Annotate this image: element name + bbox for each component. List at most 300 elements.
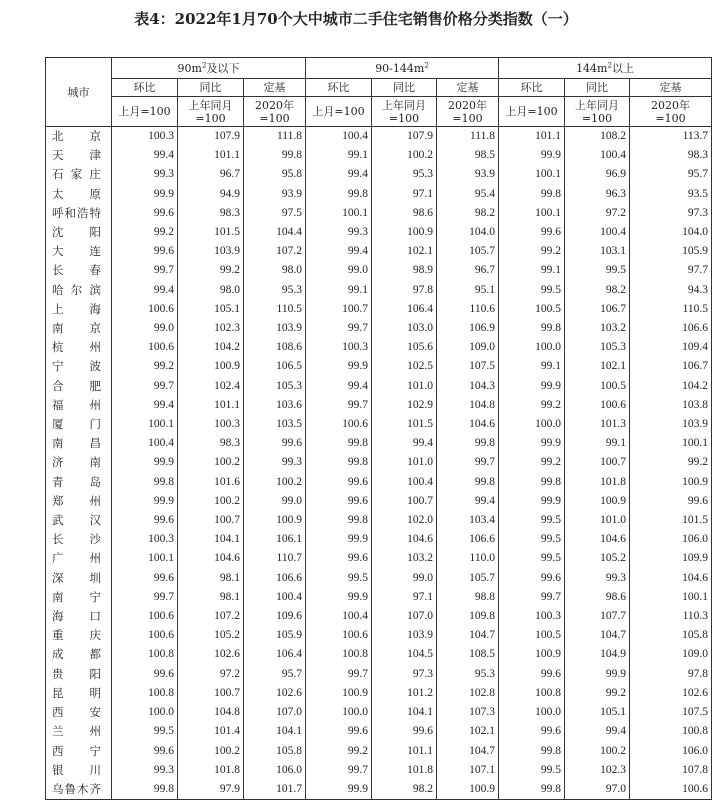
index-value: 97.0 [565,780,630,800]
index-value: 96.9 [565,165,630,184]
index-value: 93.9 [437,165,499,184]
index-value: 100.6 [112,626,178,645]
index-value: 102.8 [437,684,499,703]
index-value: 99.0 [306,261,372,280]
index-value: 102.3 [178,319,244,338]
index-value: 106.0 [630,742,712,761]
table-row [46,530,712,549]
table-row [46,511,712,530]
index-value: 103.9 [244,319,306,338]
index-value: 107.1 [437,761,499,780]
index-value: 110.5 [630,300,712,319]
index-value: 100.5 [499,300,565,319]
index-value: 99.4 [306,377,372,396]
index-value: 108.5 [437,645,499,664]
index-value: 99.5 [499,761,565,780]
index-value: 99.4 [306,165,372,184]
index-value: 99.3 [244,453,306,472]
base-header [437,97,499,127]
index-value: 99.4 [565,722,630,741]
index-value: 99.8 [499,780,565,800]
city-name: 太原 [46,185,112,204]
index-value: 100.3 [178,415,244,434]
table-row [46,492,712,511]
index-value: 95.3 [372,165,437,184]
index-value: 99.6 [244,434,306,453]
index-value: 111.8 [437,127,499,147]
index-value: 102.4 [178,377,244,396]
city-name: 南昌 [46,434,112,453]
index-value: 105.1 [565,703,630,722]
index-value: 100.0 [112,703,178,722]
index-value: 102.1 [372,242,437,261]
index-value: 101.0 [372,377,437,396]
sub-header: 同比 [178,79,244,97]
index-value: 99.9 [112,185,178,204]
index-value: 99.9 [499,146,565,165]
index-value: 95.7 [630,165,712,184]
table-header [46,58,712,127]
sub-header-row [46,79,712,97]
index-value: 99.6 [306,722,372,741]
base-header [565,97,630,127]
index-value: 100.0 [499,703,565,722]
index-value: 105.7 [437,242,499,261]
index-value: 99.6 [306,492,372,511]
table-row [46,684,712,703]
index-value: 101.4 [178,722,244,741]
index-value: 98.3 [178,204,244,223]
index-value: 99.6 [499,665,565,684]
sub-header: 环比 [499,79,565,97]
city-name: 呼和浩特 [46,204,112,223]
city-name: 广州 [46,549,112,568]
index-value: 99.1 [499,357,565,376]
index-value: 95.4 [437,185,499,204]
index-value: 99.7 [306,665,372,684]
index-value: 101.6 [178,473,244,492]
index-value: 103.9 [178,242,244,261]
index-value: 100.0 [499,338,565,357]
index-value: 100.9 [565,492,630,511]
index-value: 99.6 [112,204,178,223]
index-value: 104.0 [437,223,499,242]
index-value: 104.9 [565,645,630,664]
index-value: 100.8 [499,684,565,703]
index-value: 106.6 [244,569,306,588]
city-name: 贵阳 [46,665,112,684]
index-value: 106.6 [437,530,499,549]
index-value: 107.5 [630,703,712,722]
city-name: 济南 [46,453,112,472]
index-value: 100.6 [112,338,178,357]
index-value: 101.8 [178,761,244,780]
index-value: 99.8 [306,434,372,453]
base-header-line1: 上年同月 [382,98,426,112]
index-value: 104.1 [178,530,244,549]
index-value: 100.4 [565,146,630,165]
index-value: 93.5 [630,185,712,204]
index-value: 104.7 [437,742,499,761]
index-value: 99.1 [565,434,630,453]
index-value: 101.7 [244,780,306,800]
base-header-line2: =100 [655,111,686,125]
index-value: 104.7 [437,626,499,645]
index-value: 99.0 [372,569,437,588]
index-value: 99.5 [499,281,565,300]
index-value: 107.7 [565,607,630,626]
city-name: 福州 [46,396,112,415]
base-header [630,97,712,127]
index-value: 99.2 [630,453,712,472]
city-name: 宁波 [46,357,112,376]
table-row [46,703,712,722]
base-header [112,97,178,127]
sub-header: 定基 [437,79,499,97]
index-value: 99.7 [306,319,372,338]
index-value: 101.2 [372,684,437,703]
index-value: 99.9 [499,434,565,453]
city-name: 武汉 [46,511,112,530]
index-value: 99.8 [306,453,372,472]
index-value: 109.8 [437,607,499,626]
index-value: 101.8 [565,473,630,492]
table-row [46,415,712,434]
index-value: 101.1 [499,127,565,147]
index-value: 99.6 [112,742,178,761]
index-value: 109.0 [630,645,712,664]
index-value: 99.7 [306,396,372,415]
index-value: 103.9 [372,626,437,645]
index-value: 100.8 [306,645,372,664]
index-value: 99.5 [306,569,372,588]
index-value: 99.6 [630,492,712,511]
city-name: 上海 [46,300,112,319]
index-value: 100.9 [178,357,244,376]
index-value: 100.9 [244,511,306,530]
index-value: 99.6 [499,722,565,741]
index-value: 99.8 [244,146,306,165]
index-value: 110.7 [244,549,306,568]
index-value: 98.3 [178,434,244,453]
index-value: 107.0 [372,607,437,626]
index-value: 99.3 [565,569,630,588]
index-value: 109.6 [244,607,306,626]
index-value: 99.4 [112,396,178,415]
table-row [46,588,712,607]
index-value: 97.2 [178,665,244,684]
index-value: 100.1 [112,415,178,434]
index-value: 99.4 [372,434,437,453]
city-name: 西安 [46,703,112,722]
city-column-header: 城市 [46,58,112,127]
index-value: 102.1 [437,722,499,741]
city-name: 石家庄 [46,165,112,184]
index-value: 105.3 [244,377,306,396]
index-value: 100.1 [112,549,178,568]
index-value: 103.9 [630,415,712,434]
index-value: 100.9 [499,645,565,664]
city-name: 银川 [46,761,112,780]
index-value: 103.8 [630,396,712,415]
index-value: 107.2 [244,242,306,261]
table-row [46,204,712,223]
index-value: 98.3 [630,146,712,165]
city-name: 哈尔滨 [46,281,112,300]
city-name: 青岛 [46,473,112,492]
index-value: 104.3 [437,377,499,396]
table-row [46,549,712,568]
index-value: 103.6 [244,396,306,415]
table-row [46,165,712,184]
sub-header: 同比 [372,79,437,97]
index-value: 99.2 [178,261,244,280]
index-value: 99.3 [112,761,178,780]
index-value: 101.0 [565,511,630,530]
base-header-line1: 2020年 [255,98,294,112]
index-value: 104.1 [244,722,306,741]
index-value: 100.6 [306,415,372,434]
index-value: 99.9 [499,377,565,396]
index-value: 100.3 [112,530,178,549]
table-row [46,722,712,741]
table-row [46,261,712,280]
index-value: 103.1 [565,242,630,261]
index-value: 96.7 [437,261,499,280]
table-row [46,645,712,664]
table-row [46,223,712,242]
city-name: 成都 [46,645,112,664]
index-value: 104.5 [372,645,437,664]
index-value: 99.6 [499,223,565,242]
index-value: 99.8 [306,511,372,530]
table-row [46,357,712,376]
index-value: 98.5 [437,146,499,165]
index-value: 104.8 [437,396,499,415]
index-value: 102.6 [630,684,712,703]
index-value: 106.0 [630,530,712,549]
index-value: 102.9 [372,396,437,415]
index-value: 98.0 [178,281,244,300]
index-value: 100.2 [178,453,244,472]
index-value: 107.9 [372,127,437,147]
index-value: 113.7 [630,127,712,147]
index-value: 106.7 [565,300,630,319]
city-name: 兰州 [46,722,112,741]
index-value: 99.1 [499,261,565,280]
index-value: 100.7 [565,453,630,472]
index-value: 99.8 [499,319,565,338]
index-value: 99.4 [112,146,178,165]
index-value: 99.7 [112,588,178,607]
index-value: 101.5 [372,415,437,434]
group-header-medium: $90-144m^2$ [306,58,499,79]
index-value: 107.9 [178,127,244,147]
index-value: 100.2 [178,742,244,761]
base-header [178,97,244,127]
city-name: 南京 [46,319,112,338]
index-value: 103.0 [372,319,437,338]
index-value: 99.2 [112,357,178,376]
base-header-line1: 上月=100 [505,105,558,118]
index-value: 103.5 [244,415,306,434]
index-value: 101.3 [565,415,630,434]
index-value: 97.9 [178,780,244,800]
index-value: 97.7 [630,261,712,280]
index-value: 98.6 [565,588,630,607]
sub-header: 同比 [565,79,630,97]
index-value: 95.7 [244,665,306,684]
index-value: 106.4 [372,300,437,319]
table-row [46,281,712,300]
index-value: 108.2 [565,127,630,147]
index-value: 104.6 [372,530,437,549]
index-value: 100.5 [565,377,630,396]
index-value: 99.8 [437,473,499,492]
city-name: 乌鲁木齐 [46,780,112,800]
index-value: 104.8 [178,703,244,722]
table-row [46,146,712,165]
table-row [46,761,712,780]
index-value: 98.9 [372,261,437,280]
index-value: 105.9 [244,626,306,645]
index-value: 97.1 [372,185,437,204]
base-header [372,97,437,127]
index-value: 99.6 [499,569,565,588]
index-value: 98.2 [565,281,630,300]
index-value: 104.6 [565,530,630,549]
index-value: 100.9 [306,684,372,703]
table-row [46,434,712,453]
table-row [46,665,712,684]
index-value: 99.6 [306,473,372,492]
index-value: 107.3 [437,703,499,722]
index-value: 105.2 [565,549,630,568]
index-value: 99.9 [306,780,372,800]
table-row [46,127,712,147]
index-value: 100.4 [112,434,178,453]
index-value: 107.8 [630,761,712,780]
base-header-line1: 2020年 [448,98,487,112]
index-value: 100.1 [630,588,712,607]
table-row [46,377,712,396]
index-value: 109.4 [630,338,712,357]
index-value: 103.4 [437,511,499,530]
base-header-line1: 2020年 [651,98,691,112]
index-value: 104.6 [178,549,244,568]
base-header-line2: =100 [452,111,483,125]
index-value: 99.9 [306,530,372,549]
table-row [46,742,712,761]
base-header-line1: 上月=100 [312,105,365,118]
index-value: 101.5 [178,223,244,242]
index-value: 99.7 [112,261,178,280]
index-value: 94.3 [630,281,712,300]
index-value: 99.7 [437,453,499,472]
index-value: 95.3 [244,281,306,300]
index-value: 96.7 [178,165,244,184]
index-value: 110.3 [630,607,712,626]
index-value: 98.2 [437,204,499,223]
index-value: 99.2 [499,453,565,472]
index-value: 100.5 [499,626,565,645]
index-value: 100.1 [306,204,372,223]
index-value: 108.6 [244,338,306,357]
index-value: 100.2 [244,473,306,492]
table-row [46,242,712,261]
index-value: 99.9 [112,453,178,472]
index-value: 107.5 [437,357,499,376]
index-value: 100.6 [630,780,712,800]
table-row [46,319,712,338]
index-value: 100.3 [306,338,372,357]
base-header [306,97,372,127]
index-value: 105.2 [178,626,244,645]
city-name: 长春 [46,261,112,280]
index-value: 100.1 [630,434,712,453]
city-name: 合肥 [46,377,112,396]
index-value: 99.6 [306,549,372,568]
base-header-line1: 上年同月 [188,98,233,112]
index-value: 102.5 [372,357,437,376]
base-header-line2: =100 [259,111,290,125]
base-header-line1: 上年同月 [575,98,619,112]
index-value: 103.2 [565,319,630,338]
base-header-line1: 上月=100 [118,105,171,118]
index-value: 104.6 [630,569,712,588]
index-value: 109.9 [630,549,712,568]
index-value: 100.4 [372,473,437,492]
index-value: 101.1 [178,396,244,415]
index-value: 100.2 [178,492,244,511]
index-value: 99.3 [112,165,178,184]
index-value: 95.3 [437,665,499,684]
index-value: 105.1 [178,300,244,319]
index-value: 96.3 [565,185,630,204]
city-name: 杭州 [46,338,112,357]
index-value: 105.3 [565,338,630,357]
index-value: 97.1 [372,588,437,607]
index-value: 102.6 [244,684,306,703]
index-value: 97.3 [372,665,437,684]
index-value: 99.4 [306,242,372,261]
index-value: 106.9 [437,319,499,338]
index-value: 104.6 [437,415,499,434]
index-value: 105.6 [372,338,437,357]
index-value: 99.9 [306,588,372,607]
index-value: 99.6 [112,242,178,261]
index-value: 100.9 [437,780,499,800]
index-value: 98.0 [244,261,306,280]
index-value: 100.8 [630,722,712,741]
index-value: 105.8 [244,742,306,761]
index-value: 100.6 [112,607,178,626]
index-value: 110.5 [244,300,306,319]
index-value: 95.8 [244,165,306,184]
city-name: 大连 [46,242,112,261]
index-value: 101.1 [372,742,437,761]
index-value: 102.0 [372,511,437,530]
index-value: 100.1 [499,165,565,184]
table-row [46,569,712,588]
sub-header: 定基 [244,79,306,97]
index-value: 99.4 [437,492,499,511]
index-value: 100.4 [306,127,372,147]
index-value: 95.1 [437,281,499,300]
city-name: 沈阳 [46,223,112,242]
index-value: 106.0 [244,761,306,780]
index-value: 99.7 [306,761,372,780]
